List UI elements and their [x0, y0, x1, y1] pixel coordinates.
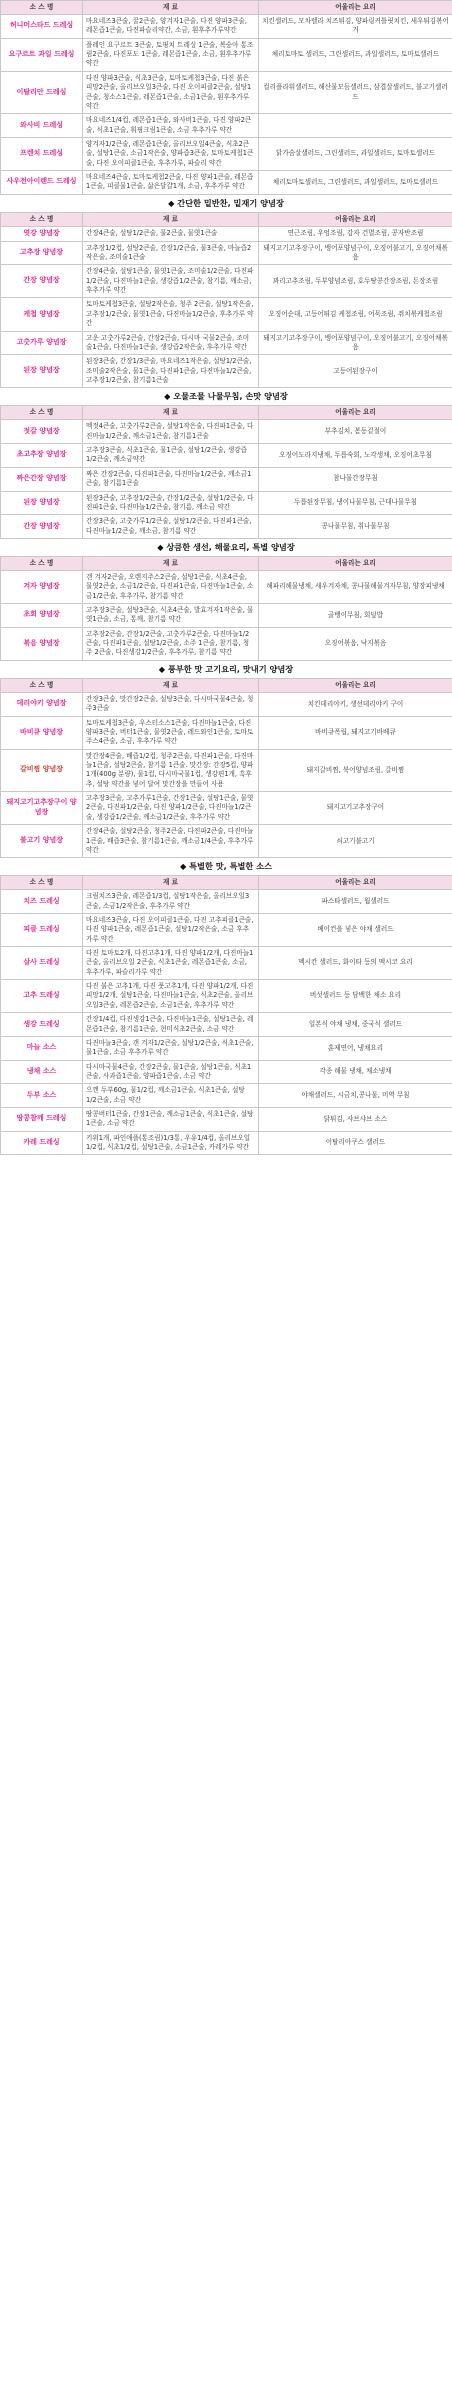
- matching-dishes: 체리토마토샐러드, 그린샐러드, 과일샐러드, 토마토샐러드: [259, 171, 452, 195]
- sauce-ingredients: 간장3큰술, 고춧가루1/2큰술, 설탕1/2큰술, 다진파1큰술, 다진마늘1/2큰술, 깨소금, 참기름 약간: [83, 515, 259, 539]
- sauce-name: 바비큐 양념장: [1, 716, 83, 749]
- table-row: [1, 241, 452, 265]
- sauce-ingredients: 간장3큰술, 맛간장2큰술, 설탕3큰술, 다시마국물4큰술, 청주3큰술: [83, 692, 259, 716]
- sauce-name: 생강 드레싱: [1, 1013, 83, 1037]
- sauce-name: 돼지고기고추장구이 양념장: [1, 792, 83, 825]
- sauce-name: 요구르트 과일 드레싱: [1, 38, 83, 71]
- matching-dishes: 체리토마토 샐러드, 그린샐러드, 과일샐러드, 토마토샐러드: [259, 38, 452, 71]
- header-ingredients: 재 료: [83, 406, 259, 420]
- section-title: ◆ 풍부한 맛 고기요리, 맛내기 양념장: [158, 663, 294, 674]
- sauce-name: 살사 드레싱: [1, 947, 83, 980]
- sauce-table: [0, 556, 452, 661]
- sauce-ingredients: 키위1개, 파인애플(통조림)1/3통, 우유1/4컵, 올리브오일1/2컵, 식초1/2컵, 설탕1큰술, 소금1큰술, 카레가루 약간: [83, 1131, 259, 1155]
- matching-dishes: 버섯샐러드 등 담백한 채소 요리: [259, 980, 452, 1013]
- sauce-table: [0, 0, 452, 195]
- matching-dishes: 돼지고기고추장구이, 뱅어포양념구이, 오징어불고기, 오징어채볶음: [259, 331, 452, 355]
- sauce-ingredients: 땅콩버터1큰술, 간장1큰술, 깨소금1큰술, 식초1큰술, 설탕1큰술, 소금 약간: [83, 1108, 259, 1132]
- table-row: [1, 265, 452, 298]
- sauce-name: 이탈리안 드레싱: [1, 71, 83, 113]
- header-dishes: 어울리는 요리: [259, 212, 452, 226]
- sauce-name: 사우전아이랜드 드레싱: [1, 171, 83, 195]
- sauce-name: 불고기 양념장: [1, 825, 83, 858]
- table-row: [1, 71, 452, 113]
- sauce-table: [0, 212, 452, 389]
- matching-dishes: 돼지갈비찜, 북어양념조림, 갈비찜: [259, 749, 452, 791]
- matching-dishes: 오징어도라지냉채, 두릅숙회, 노각생채, 오징어초무침: [259, 444, 452, 468]
- sauce-ingredients: 다진 토마토2개, 다진고추1개, 다진 양파1/2개, 다진마늘1큰술, 올리브오일 2큰술, 식초1큰술, 레몬즙1큰술, 소금, 후추가루, 파슬리가루 약간: [83, 947, 259, 980]
- matching-dishes: 돼지고기고추장구이, 뱅어포양념구이, 오징어불고기, 오징어채볶음: [259, 241, 452, 265]
- sauce-name: 짜은간장 양념장: [1, 467, 83, 491]
- sauce-name: 냉채 소스: [1, 1060, 83, 1084]
- header-name: 소 스 명: [1, 556, 83, 570]
- table-row: [1, 420, 452, 444]
- header-name: 소 스 명: [1, 678, 83, 692]
- sauce-ingredients: 플레인 요구르트 3큰술, 토핑치 트레싱 1큰술, 복숭아 통조림2큰술, 다진포도 1큰술, 레몬즙1큰술, 소금, 흰후추가루 약간: [83, 38, 259, 71]
- sauce-ingredients: 간장4큰술, 설탕2큰술, 청주2큰술, 다진파2큰술, 다진마늘1큰술, 배즙3큰술, 참기름1큰술, 깨소금1/4큰술, 후추가루 약간: [83, 825, 259, 858]
- matching-dishes: 치킨샐러드, 모차렐라 치즈튀김, 양파링커틀릿치킨, 새우튀김볶어거: [259, 15, 452, 39]
- header-dishes: 어울리는 요리: [259, 678, 452, 692]
- table-header-row: [1, 678, 452, 692]
- section-title: ◆ 상큼한 생선, 해물요리, 특별 양념장: [157, 541, 295, 552]
- table-row: [1, 1013, 452, 1037]
- table-row: [1, 627, 452, 660]
- matching-dishes: 바비큐폭립, 돼지고기바베큐: [259, 716, 452, 749]
- matching-dishes: 파스타샐러드, 웜샐러드: [259, 890, 452, 914]
- sauce-ingredients: 고추장1/2컵, 설탕2큰술, 간장1/2큰술, 물3큰술, 마늘즙2작은술, 조미술1큰술: [83, 241, 259, 265]
- sauce-ingredients: 간장4큰술, 설탕1큰술, 물엿1큰술, 조미술1/2큰술, 다진파1/2큰술, 다진마늘1큰술, 생강즙1/2큰술, 참기름, 깨소금, 후추가루 약간: [83, 265, 259, 298]
- sauce-name: 두부 소스: [1, 1084, 83, 1108]
- matching-dishes: 꽈리고추조림, 두부양념조림, 호두땅콩간장조림, 돈장조림: [259, 265, 452, 298]
- sauce-name: 초고추장 양념장: [1, 444, 83, 468]
- matching-dishes: 돼지고기고추장구이: [259, 792, 452, 825]
- table-row: [1, 491, 452, 515]
- sauce-name: 케첩 양념장: [1, 298, 83, 331]
- matching-dishes: 오징어볶음, 낙지볶음: [259, 627, 452, 660]
- table-row: [1, 825, 452, 858]
- matching-dishes: 콩나물무침, 취나물무침: [259, 515, 452, 539]
- sauce-name: 된장 양념장: [1, 355, 83, 388]
- sauce-ingredients: 다진 붉은 고추1개, 다진 풋고추1개, 다진 양파1/2개, 다진 피망1/2개, 설탕1큰술, 다진마늘1큰술, 식초2큰술, 올리브오일3큰술, 레몬즙2큰술, 소금1큰술, 후추가루 약간: [83, 980, 259, 1013]
- sauce-name: 고추 드레싱: [1, 980, 83, 1013]
- matching-dishes: 야채샐러드, 시금치,콩나물, 미역 무침: [259, 1084, 452, 1108]
- sauce-ingredients: 고운 고춧가루2큰술, 간장2큰술, 다시마 국물2큰술, 조미술1큰술, 다진마늘1큰술, 생강즙2작은술, 후추가루 약간: [83, 331, 259, 355]
- table-row: [1, 1131, 452, 1155]
- header-name: 소 스 명: [1, 876, 83, 890]
- matching-dishes: 해파리해물냉채, 새우겨자채, 콩나물해물겨자무침, 양장피냉채: [259, 570, 452, 603]
- matching-dishes: 이탈리아쿠스 샐러드: [259, 1131, 452, 1155]
- sauce-ingredients: 마요네즈1/4컵, 레몬즙1큰술, 와사비1큰술, 다진 양파2큰술, 식초1큰술, 휘핑크림1큰술, 소금 후추가루 약간: [83, 114, 259, 138]
- sauce-name: 고추장 양념장: [1, 241, 83, 265]
- table-row: [1, 114, 452, 138]
- sauce-ingredients: 고추장3큰술, 고추가루1큰술, 간장1큰술, 설탕1큰술, 물엿2큰술, 다진파1/2큰술, 다진 양파1/2큰술, 다진마늘1/2큰술, 생강즙1/2큰술, 깨소금1/2큰술, 후추가루 약간: [83, 792, 259, 825]
- sauce-ingredients: 고추장3큰술, 식초1큰술, 물1큰술, 설탕1/2큰술, 생강즙1/2큰술, 깨소금약간: [83, 444, 259, 468]
- matching-dishes: 일본식 야채 냉채, 중국식 샐러드: [259, 1013, 452, 1037]
- sauce-ingredients: 간장1/4컵, 다진생강1큰술, 다진마늘1큰술, 설탕1큰술, 레몬즙1큰술, 참기름1큰술, 현미식초2큰술, 소금 약간: [83, 1013, 259, 1037]
- matching-dishes: 치킨데리야키, 생선데리야키 구이: [259, 692, 452, 716]
- matching-dishes: 베이컨을 넣은 야채 샐러드: [259, 913, 452, 946]
- sauce-ingredients: 다시마국물4큰술, 간장2큰술, 물1큰술, 설탕1큰술, 식초1큰술, 사과즙1큰술, 양파즙1큰술, 소금 약간: [83, 1060, 259, 1084]
- table-row: [1, 570, 452, 603]
- matching-dishes: 쇠고기불고기: [259, 825, 452, 858]
- table-row: [1, 467, 452, 491]
- table-row: [1, 716, 452, 749]
- sauce-ingredients: 맛간장4큰술, 배즙1/2컵, 청주2큰술, 다진파1큰술, 다진마늘1큰술, 설탕2큰술, 참기름 1큰술. 맛간장: 간장5컵, 양파1개(400g 분량), 물1컵, 다시마국물1컵, 생강편1개, 흑후추, 설탕 약간을 넣어 달여 맛간장을 만들어 사용: [83, 749, 259, 791]
- table-row: [1, 331, 452, 355]
- sauce-ingredients: 멕젓4큰술, 고춧가루2큰술, 설탕1작은술, 다진파1큰술, 다진마늘1/2큰술, 깨소금1큰술, 참기름1큰술: [83, 420, 259, 444]
- table-row: [1, 171, 452, 195]
- sauce-name: 볶음 양념장: [1, 627, 83, 660]
- table-row: [1, 1036, 452, 1060]
- matching-dishes: [259, 114, 452, 138]
- matching-dishes: 닭가슴살샐러드, 그린샐러드, 과일샐러드, 토마토샐러드: [259, 137, 452, 170]
- table-row: [1, 444, 452, 468]
- sauce-name: 피클 드레싱: [1, 913, 83, 946]
- sauce-name: 된장 양념장: [1, 491, 83, 515]
- sauce-name: 카레 드레싱: [1, 1131, 83, 1155]
- sauce-ingredients: 마요네즈3큰술, 꿀2큰술, 양겨자1큰술, 다진 양파3큰술, 레몬즙1큰술, 다진파슬리약간, 소금, 흰후추가루약간: [83, 15, 259, 39]
- sauce-name: 와사비 드레싱: [1, 114, 83, 138]
- header-dishes: 어울리는 요리: [259, 406, 452, 420]
- table-row: [1, 792, 452, 825]
- table-header-row: [1, 406, 452, 420]
- table-row: [1, 38, 452, 71]
- sauce-name: 젓갈 양념장: [1, 420, 83, 444]
- sauce-name: 고춧가루 양념장: [1, 331, 83, 355]
- sauce-table: [0, 875, 452, 1155]
- header-ingredients: 재 료: [83, 556, 259, 570]
- sauce-ingredients: 고추장3큰술, 설탕3큰술, 식초4큰술, 발효겨자1작은술, 물엿1큰술, 소금, 통깨, 참기름 약간: [83, 604, 259, 628]
- sauce-ingredients: 토마토케첩3큰술, 우스터소스1큰술, 다진마늘1큰술, 다진양파3큰술, 버터1큰술, 물엿2큰술, 레드와인1큰술, 토마토주스4큰술, 소금, 후추가루 약간: [83, 716, 259, 749]
- sauce-ingredients: 토마토케첩3큰술, 설탕2작은술, 청주 2큰술, 설탕1작은술, 고추장1/2큰술, 물엿1큰술, 다진마늘1/2큰술, 후추가루 약간: [83, 298, 259, 331]
- table-row: [1, 913, 452, 946]
- table-row: [1, 749, 452, 791]
- header-dishes: 어울리는 요리: [259, 876, 452, 890]
- header-dishes: 어울리는 요리: [259, 1, 452, 15]
- sauce-name: 치즈 드레싱: [1, 890, 83, 914]
- table-row: [1, 980, 452, 1013]
- sauce-name: 마늘 소스: [1, 1036, 83, 1060]
- matching-dishes: 닭튀김, 샤브샤브 소스: [259, 1108, 452, 1132]
- sauce-name: 간장 양념장: [1, 515, 83, 539]
- sauce-name: 갈비찜 양념장: [1, 749, 83, 791]
- header-ingredients: 재 료: [83, 876, 259, 890]
- table-row: [1, 947, 452, 980]
- table-header-row: [1, 876, 452, 890]
- table-row: [1, 355, 452, 388]
- sauce-ingredients: 으깬 두부60g, 물1/2컵, 깨소금1큰술, 식초1큰술, 설탕1/2큰술, 소금 약간: [83, 1084, 259, 1108]
- sauce-name: 땅콩참깨 드레싱: [1, 1108, 83, 1132]
- table-row: [1, 226, 452, 241]
- sauce-ingredients: 고추장2큰술, 간장1/2큰술, 고춧가루2큰술, 다진마늘1/2큰술, 다진파1큰술, 설탕1/2큰술, 소주 1큰술, 참기름, 청주 2큰술, 다진생강1/2큰술, 후추가루, 참기름 약간: [83, 627, 259, 660]
- matching-dishes: 참나물간장무침: [259, 467, 452, 491]
- table-row: [1, 1060, 452, 1084]
- header-name: 소 스 명: [1, 1, 83, 15]
- table-header-row: [1, 1, 452, 15]
- table-row: [1, 515, 452, 539]
- header-ingredients: 재 료: [83, 678, 259, 692]
- matching-dishes: 부추김치, 봄동겉절이: [259, 420, 452, 444]
- table-row: [1, 692, 452, 716]
- sauce-ingredients: 갠 겨자2큰술, 오렌지주스2큰술, 설탕1큰술, 식초4큰술, 물엿2큰술, 소금1/2큰술, 다진파1큰술, 다진마늘1큰술, 소금1/2큰술, 후추가루, 참기름 약간: [83, 570, 259, 603]
- header-name: 소 스 명: [1, 212, 83, 226]
- sauce-ingredients: 간장4큰술, 설탕1/2큰술, 물2큰술, 물엿1큰술: [83, 226, 259, 241]
- sauce-guide: [0, 0, 452, 1155]
- matching-dishes: 멕시칸 샐러드, 화이타 등의 멕시코 요리: [259, 947, 452, 980]
- table-row: [1, 604, 452, 628]
- sauce-name: 초회 양념장: [1, 604, 83, 628]
- matching-dishes: 두릅된장무침, 냉이나물무침, 근대나물무침: [259, 491, 452, 515]
- table-header-row: [1, 212, 452, 226]
- header-ingredients: 재 료: [83, 1, 259, 15]
- sauce-ingredients: 된장3큰술, 간장1/3큰술, 마요네즈1작은술, 설탕1/2큰술, 조미술2작은술, 물1큰술, 다진파1큰술, 다진마늘1/2큰술, 고추장1/2큰술, 참기름1큰술: [83, 355, 259, 388]
- section-title: ◆ 간단한 밑반찬, 밑재기 양념장: [168, 197, 284, 208]
- sauce-name: 엿강 양념장: [1, 226, 83, 241]
- sauce-ingredients: 크림치즈3큰술, 레몬즙1/3컵, 설탕1작은술, 올리브오일3큰술, 소금1/2작은술, 후추가루 약간: [83, 890, 259, 914]
- sauce-name: 간장 양념장: [1, 265, 83, 298]
- table-row: [1, 1108, 452, 1132]
- table-row: [1, 15, 452, 39]
- header-dishes: 어울리는 요리: [259, 556, 452, 570]
- sauce-table: [0, 405, 452, 539]
- table-header-row: [1, 556, 452, 570]
- matching-dishes: 오징어순대, 고등어튀김 케첩조림, 어묵조림, 쥐치볶케첩조림: [259, 298, 452, 331]
- section-title: ◆ 오물조물 나물무침, 손맛 양념장: [164, 391, 288, 402]
- sauce-ingredients: 마요네즈4큰술, 토마토케첩2큰술, 다진 양파1큰술, 레몬즙1큰술, 피클물1큰술, 삶은달걀1개, 소금, 후추가루 약간: [83, 171, 259, 195]
- matching-dishes: 컬리플라워샐러드, 해산물모듬샐러드, 삼겹살샐러드, 불고기샐러드: [259, 71, 452, 113]
- header-ingredients: 재 료: [83, 212, 259, 226]
- matching-dishes: 각종 해물 냉채, 채소냉채: [259, 1060, 452, 1084]
- section-title: ◆ 특별한 맛, 특별한 소스: [180, 861, 272, 872]
- sauce-name: 허니머스타드 드레싱: [1, 15, 83, 39]
- matching-dishes: 고등어된장구이: [259, 355, 452, 388]
- table-row: [1, 137, 452, 170]
- matching-dishes: 골뱅이무침, 회덮밥: [259, 604, 452, 628]
- sauce-ingredients: 마요네즈3큰술, 다진 오이피클1큰술, 다진 고추피클1큰술, 다진 양파1큰술, 레몬즙1큰술, 설탕1/2작은술, 소금 후추가루 약간: [83, 913, 259, 946]
- sauce-ingredients: 된장3큰술, 고추장1/2큰술, 간장1/2큰술, 설탕1/2큰술, 다진파1큰술, 다진마늘1/2큰술, 참기름, 깨소금 약간: [83, 491, 259, 515]
- table-row: [1, 890, 452, 914]
- sauce-name: 프렌치 드레싱: [1, 137, 83, 170]
- sauce-name: 데리야키 양념장: [1, 692, 83, 716]
- sauce-table: [0, 678, 452, 858]
- header-name: 소 스 명: [1, 406, 83, 420]
- table-row: [1, 298, 452, 331]
- sauce-ingredients: 짜은 간장2큰술, 다진파1큰술, 다진마늘1/2큰술, 깨소금1큰술, 참기름1큰술: [83, 467, 259, 491]
- sauce-ingredients: 다진 양파3큰술, 식초3큰술, 토마토케첩3큰술, 다진 붉은 피망2큰술, 올리브오일3큰술, 다진 오이피클2큰술, 설탕1큰술, 청소스1큰술, 레몬즙1큰술, 소금1큰술, 흰후추가루약간: [83, 71, 259, 113]
- matching-dishes: 훈제연어, 냉채요리: [259, 1036, 452, 1060]
- matching-dishes: 연근조림, 우엉조림, 감자 건멸조림, 콩자반조림: [259, 226, 452, 241]
- sauce-name: 겨자 양념장: [1, 570, 83, 603]
- sauce-ingredients: 다진마늘3큰술, 갠 겨자1/2큰술, 설탕1/2큰술, 식초1큰술, 물1큰술, 소금 후추가루 약간: [83, 1036, 259, 1060]
- sauce-ingredients: 양겨자1/2큰술, 레몬즙1큰술, 올리브오일4큰술, 식초2큰술, 설탕1큰술, 소금1작은술, 양파즙3큰술, 토마토케첩1큰술, 다진 오이피클1큰술, 후추가루, 파슬리 약간: [83, 137, 259, 170]
- table-row: [1, 1084, 452, 1108]
